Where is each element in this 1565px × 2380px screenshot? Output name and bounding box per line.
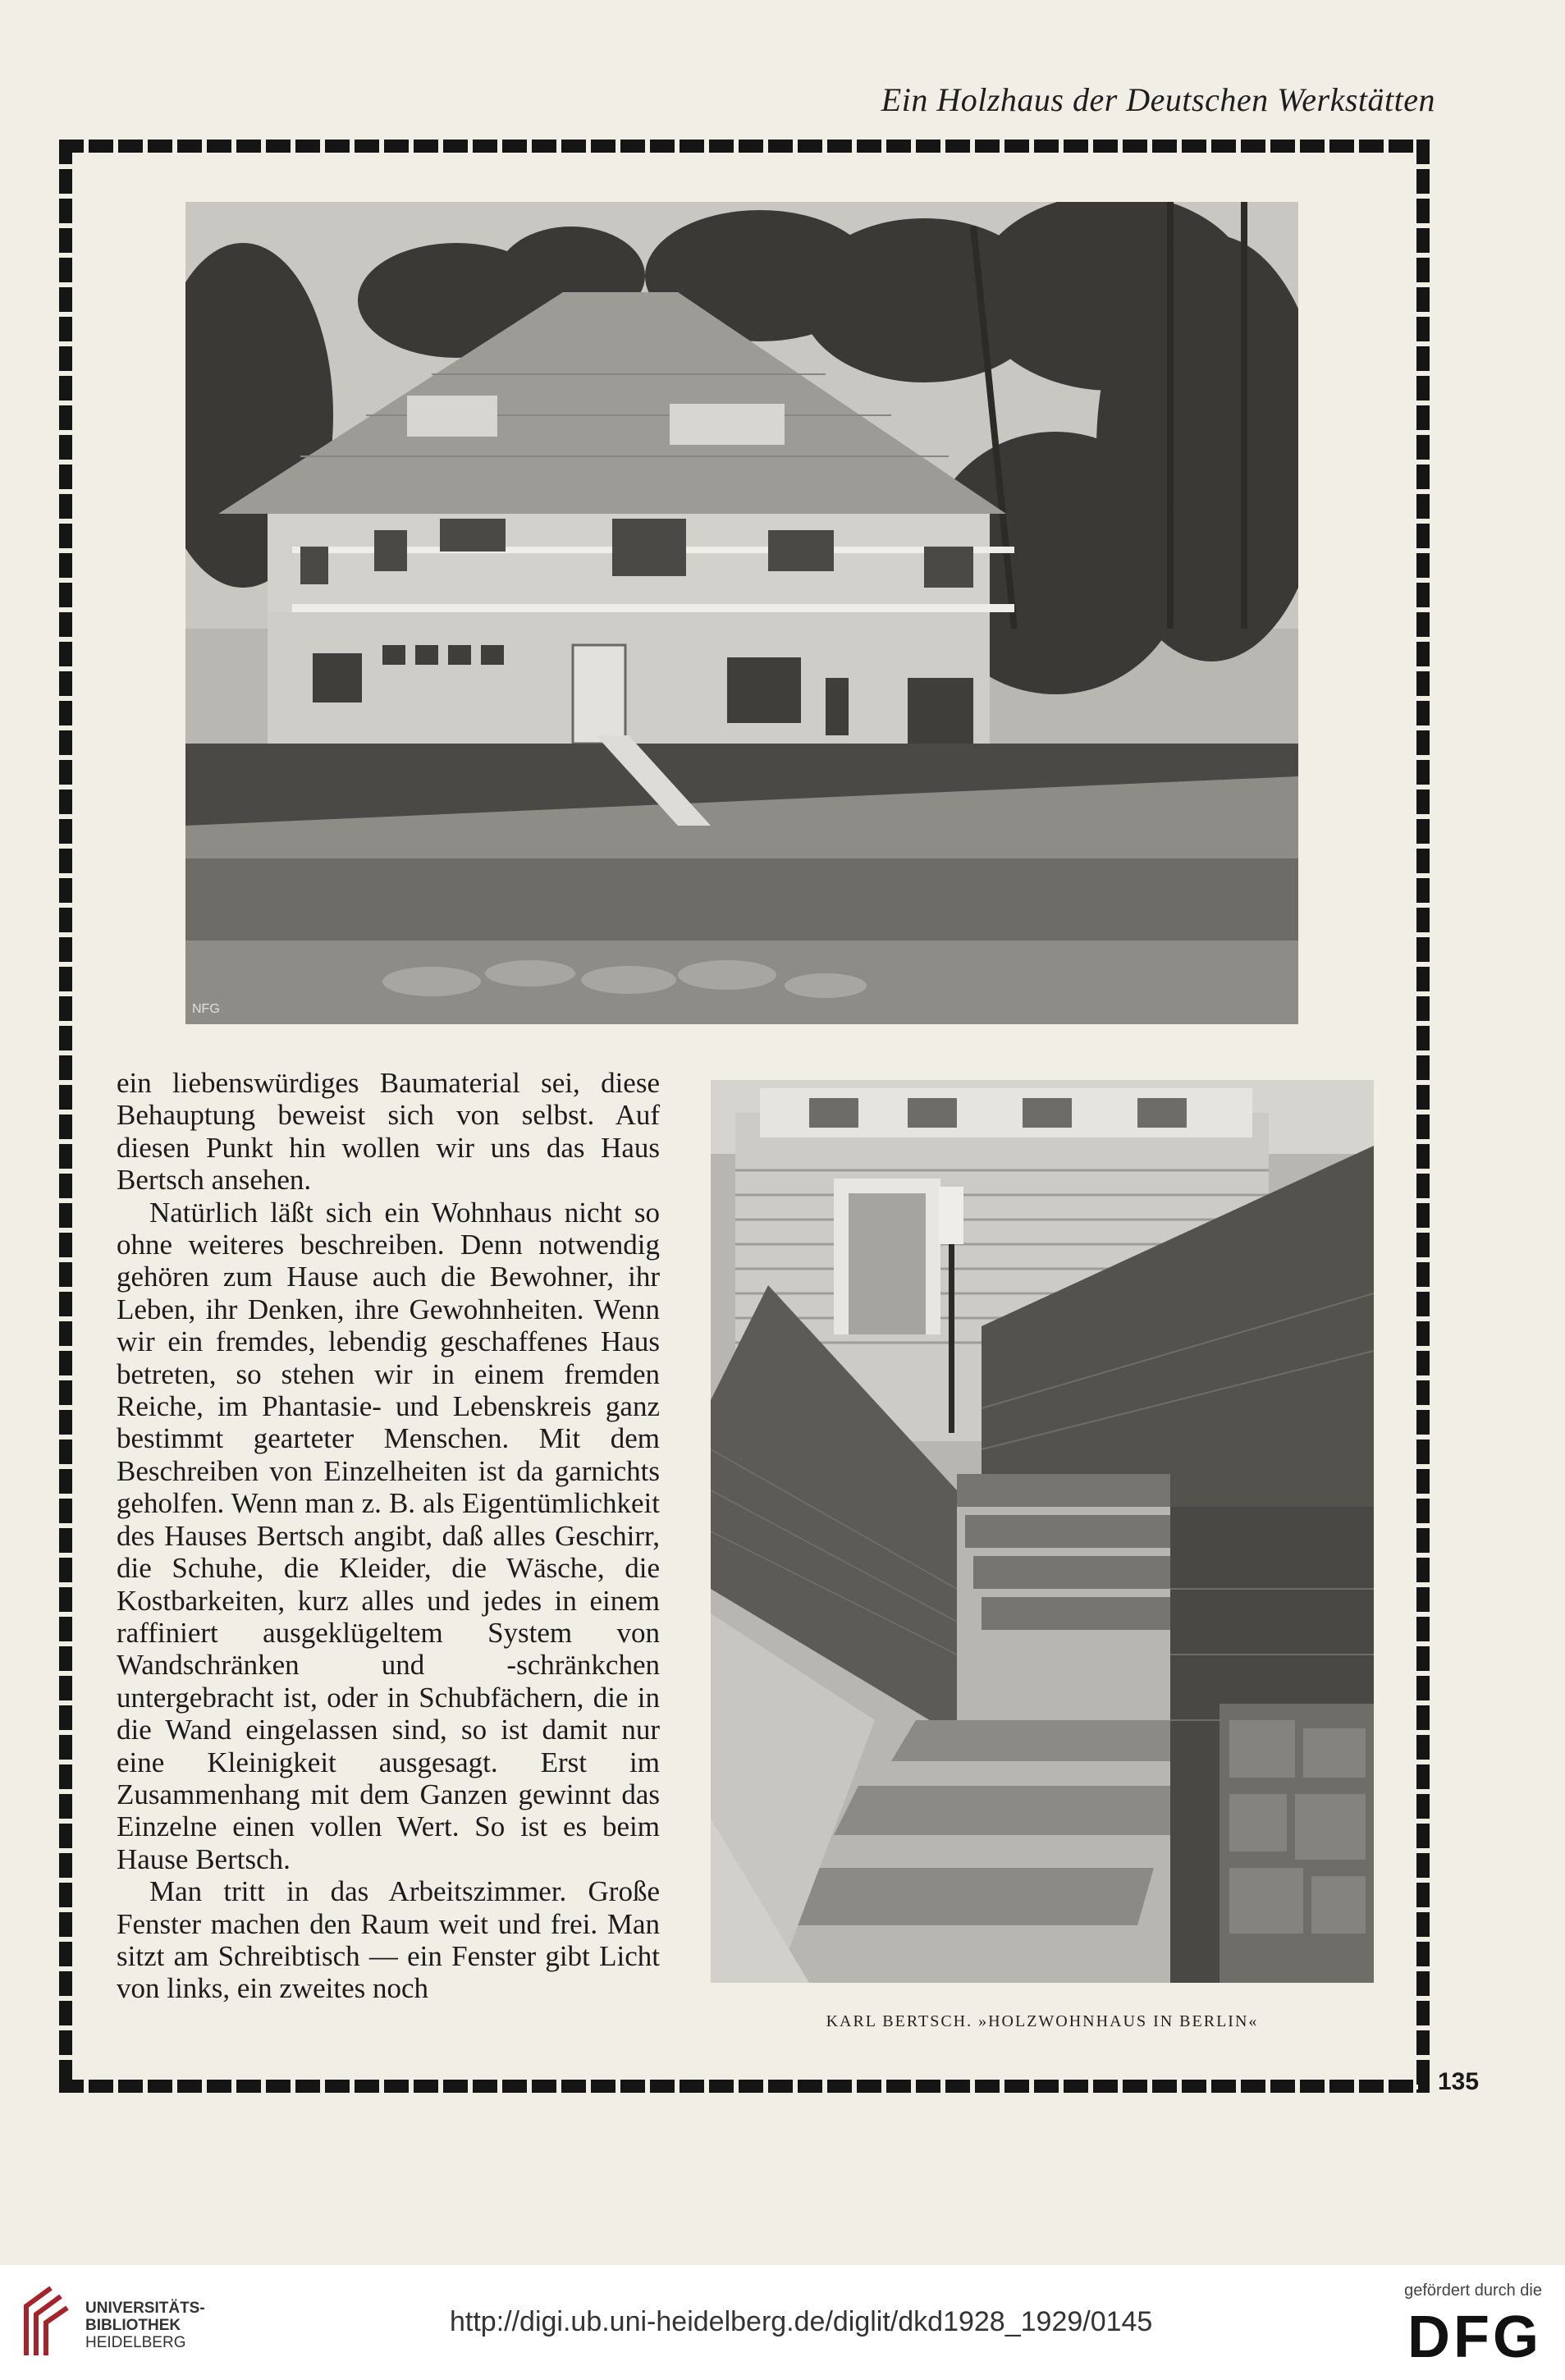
article-paragraph: Natürlich läßt sich ein Wohnhaus nicht so ohne weiteres beschreiben. Denn notwendig gehören zum Hause auch die Bewohner, ihr Leben, ihr Denken, ihre Gewohnheiten. Wenn wir ein fremdes, lebendig geschaffenes Haus betreten, so stehen wir in einem fremden Reiche, im Phantasie- und Lebenskreis ganz bestimmt gearteter Menschen. Mit dem Beschreiben von Einzelheiten ist da garnichts geholfen. Wenn man z. B. als Eigentümlichkeit des Hauses Bertsch angibt, daß alles Geschirr, die Schuhe, die Kleider, die Wäsche, die Kostbarkeiten, kurz alles und jedes in einem raffiniert ausgeklügeltem System von Wandschränken und -schränkchen untergebracht ist, oder in Schubfächern, die in die Wand eingelassen sind, so ist damit nur eine Kleinigkeit ausgesagt. Erst im Zusammenhang mit dem Ganzen gewinnt das Einzelne einen vollen Wert. So ist es beim Hause Bertsch. <box>117 1196 660 1875</box>
article-body <box>117 1067 660 2005</box>
library-name <box>85 2300 205 2351</box>
photo-caption: KARL BERTSCH. »HOLZWOHNHAUS IN BERLIN« <box>826 2012 1259 2030</box>
page-number: 135 <box>1438 2068 1480 2095</box>
funding-note: gefördert durch die <box>1404 2282 1542 2300</box>
house-photograph <box>185 202 1298 1024</box>
dfg-logo: DFG <box>1407 2304 1542 2370</box>
source-url-link[interactable]: http://digi.ub.uni-heidelberg.de/diglit/dkd1928_1929/0145 <box>450 2306 1153 2337</box>
library-name-line: BIBLIOTHEK <box>85 2317 181 2334</box>
running-header: Ein Holzhaus der Deutschen Werkstätten <box>881 81 1435 118</box>
frame-left-border <box>59 140 72 2093</box>
frame-bottom-border <box>59 2080 1430 2093</box>
frame-right-border <box>1416 140 1430 2093</box>
staircase-photograph <box>711 1080 1374 1983</box>
frame-top-border <box>59 140 1430 153</box>
article-paragraph: ein liebenswürdiges Baumaterial sei, diese Behauptung beweist sich von selbst. Auf diesen Punkt hin wollen wir uns das Haus Bertsch ansehen. <box>117 1067 660 1197</box>
library-logo-icon <box>18 2282 72 2364</box>
library-name-line: UNIVERSITÄTS- <box>85 2300 205 2317</box>
library-name-line: HEIDELBERG <box>85 2334 186 2351</box>
digitization-footer <box>0 2265 1565 2380</box>
photo-credit: NFG <box>192 1002 220 1016</box>
article-paragraph: Man tritt in das Arbeitszimmer. Große Fenster machen den Raum weit und frei. Man sitzt am Schreibtisch — ein Fenster gibt Licht von links, ein zweites noch <box>117 1875 660 2005</box>
